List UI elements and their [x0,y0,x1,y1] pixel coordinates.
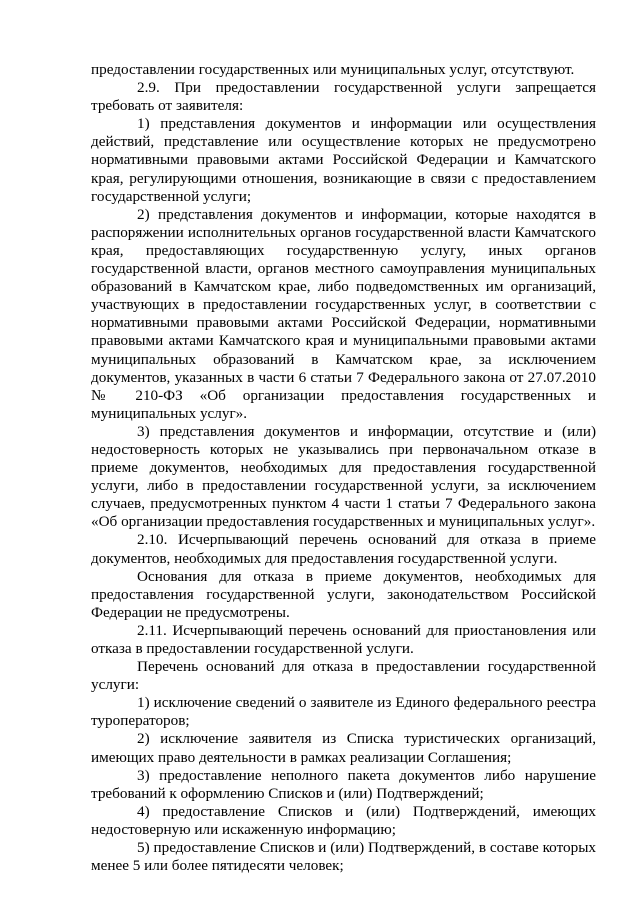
paragraph-2-9-item-2: 2) представления документов и информации, которые находятся в распоряжении исполнительных органов государственной власти Камчатского края, предоставляющих государственную услугу, иных органов государственной власти, органов местного самоуправления муниципальных образований в Камчатском крае, либо подведомственных им организаций, участвующих в предоставлении государственных услуг, в соответствии с нормативными правовыми актами Российской Федерации, нормативными правовыми актами Камчатского края и муниципальными правовыми актами муниципальных образований в Камчатском крае, за исключением документов, указанных в части 6 статьи 7 Федерального закона от 27.07.2010 № 210-ФЗ «Об организации предоставления государственных и муниципальных услуг». [91,205,596,422]
paragraph-2-11-item-3: 3) предоставление неполного пакета документов либо нарушение требований к оформлению Списков и (или) Подтверждений; [91,766,596,802]
paragraph-2-11-item-5: 5) предоставление Списков и (или) Подтверждений, в составе которых менее 5 или более пятидесяти человек; [91,839,596,875]
document-page [91,61,596,875]
paragraph-2-11-item-1: 1) исключение сведений о заявителе из Единого федерального реестра туроператоров; [91,694,596,730]
paragraph-2-9: 2.9. При предоставлении государственной услуги запрещается требовать от заявителя: [91,79,596,115]
paragraph-2-11-item-4: 4) предоставление Списков и (или) Подтверждений, имеющих недостоверную или искаженную информацию; [91,802,596,838]
paragraph-2-10: 2.10. Исчерпывающий перечень оснований для отказа в приеме документов, необходимых для предоставления государственной услуги. [91,531,596,567]
paragraph-2-11-item-2: 2) исключение заявителя из Списка туристических организаций, имеющих право деятельности в рамках реализации Соглашения; [91,730,596,766]
paragraph-2-9-item-3: 3) представления документов и информации, отсутствие и (или) недостоверность которых не указывались при первоначальном отказе в приеме документов, необходимых для предоставления государственной услуги, либо в предоставлении государственной услуги, за исключением случаев, предусмотренных пунктом 4 части 1 статьи 7 Федерального закона «Об организации предоставления государственных и муниципальных услуг». [91,422,596,531]
paragraph-2-11: 2.11. Исчерпывающий перечень оснований для приостановления или отказа в предоставлении государственной услуги. [91,621,596,657]
paragraph-2-9-item-1: 1) представления документов и информации или осуществления действий, представление или осуществление которых не предусмотрено нормативными правовыми актами Российской Федерации и Камчатского края, регулирующими отношения, возникающие в связи с предоставлением государственной услуги; [91,115,596,205]
paragraph-2-11-intro: Перечень оснований для отказа в предоставлении государственной услуги: [91,658,596,694]
paragraph-continuation: предоставлении государственных или муниципальных услуг, отсутствуют. [91,61,575,78]
paragraph-2-10-body: Основания для отказа в приеме документов, необходимых для предоставления государственной услуги, законодательством Российской Федерации не предусмотрены. [91,567,596,621]
